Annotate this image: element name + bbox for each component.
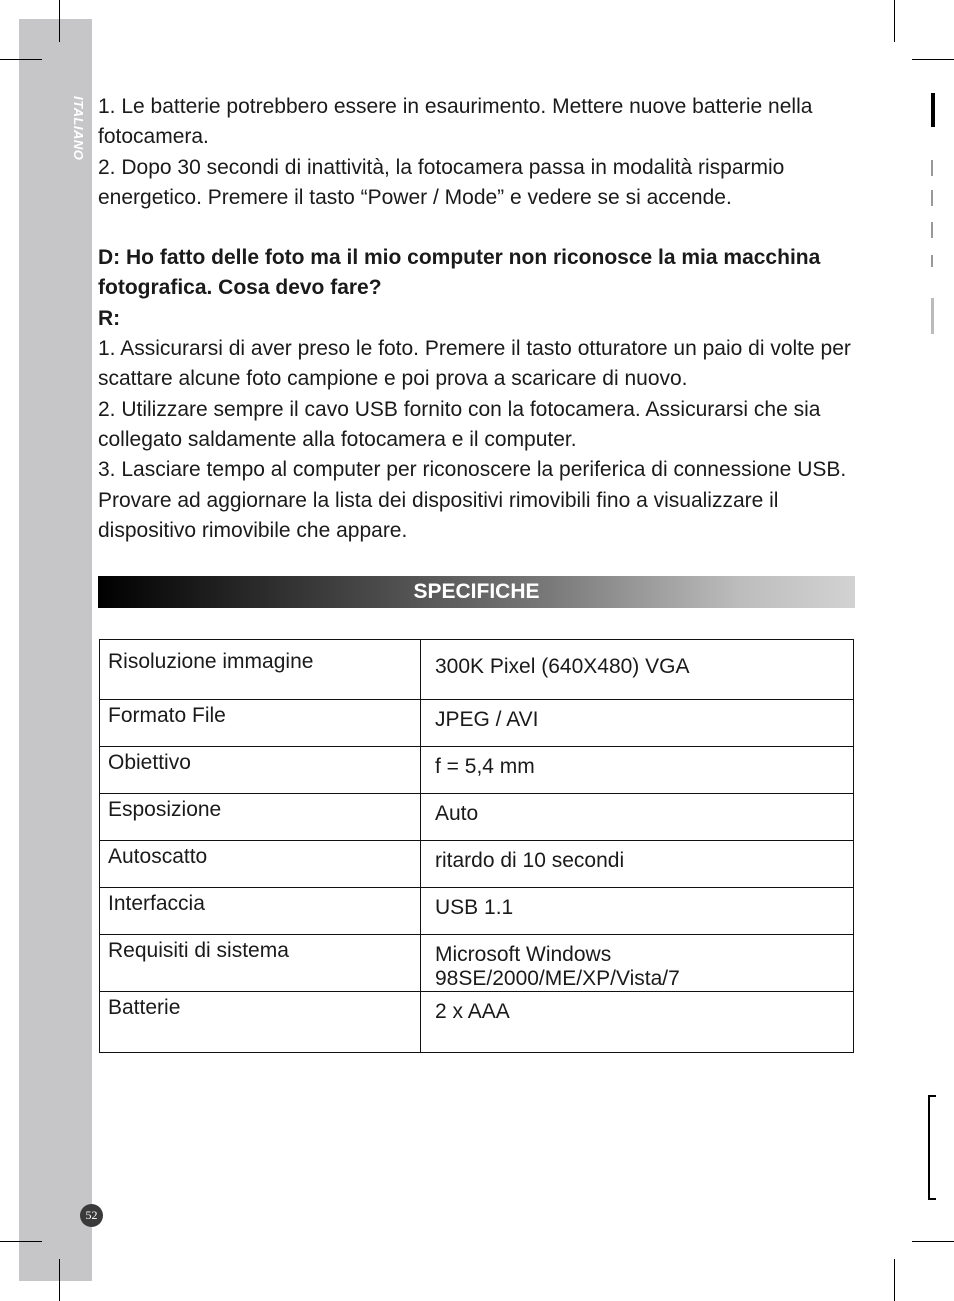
spec-value: 2 x AAA [421,992,854,1053]
table-row [100,841,854,888]
table-row [100,794,854,841]
answer-item: 2. Dopo 30 secondi di inattività, la fotocamera passa in modalità risparmio energetico. Premere il tasto “Power / Mode” e vedere se si accende. [98,155,785,209]
answer-item: 1. Assicurarsi di aver preso le foto. Premere il tasto otturatore un paio di volte per scattare alcune foto campione e poi prova a scaricare di nuovo. [98,337,851,391]
specs-table [99,639,854,1053]
side-margin-band [19,19,92,1281]
spec-label: Esposizione [100,794,421,841]
faq-question: D: Ho fatto delle foto ma il mio computer non riconosce la mia macchina fotografica. Cosa devo fare? [98,246,821,300]
spec-label: Formato File [100,700,421,747]
table-row [100,747,854,794]
spec-label: Obiettivo [100,747,421,794]
table-row [100,700,854,747]
table-row [100,992,854,1053]
table-row [100,640,854,700]
spec-label: Batterie [100,992,421,1053]
spec-label: Requisiti di sistema [100,935,421,992]
table-row [100,935,854,992]
answer-item: 1. Le batterie potrebbero essere in esaurimento. Mettere nuove batterie nella fotocamera. [98,95,813,149]
spec-value: f = 5,4 mm [421,747,854,794]
spec-label: Autoscatto [100,841,421,888]
spec-value: Auto [421,794,854,841]
page-number: 52 [80,1204,103,1227]
answer-item: 3. Lasciare tempo al computer per riconoscere la periferica di connessione USB. Provare ad aggiornare la lista dei dispositivi rimovibili fino a visualizzare il dispositivo rimovibile che appare. [98,458,847,542]
specs-heading: SPECIFICHE [98,576,855,608]
faq-section [98,92,858,546]
spec-label: Interfaccia [100,888,421,935]
spec-value: ritardo di 10 secondi [421,841,854,888]
spec-value: Microsoft Windows 98SE/2000/ME/XP/Vista/7 [421,935,854,992]
language-tab [70,96,90,186]
table-row [100,888,854,935]
spec-label: Risoluzione immagine [100,640,421,700]
language-label: ITALIANO [71,96,86,161]
spec-value: JPEG / AVI [421,700,854,747]
faq-answer-label: R: [98,306,121,330]
answer-item: 2. Utilizzare sempre il cavo USB fornito con la fotocamera. Assicurarsi che sia collegato saldamente alla fotocamera e il computer. [98,397,821,451]
spec-value: 300K Pixel (640X480) VGA [421,640,854,700]
spec-value: USB 1.1 [421,888,854,935]
